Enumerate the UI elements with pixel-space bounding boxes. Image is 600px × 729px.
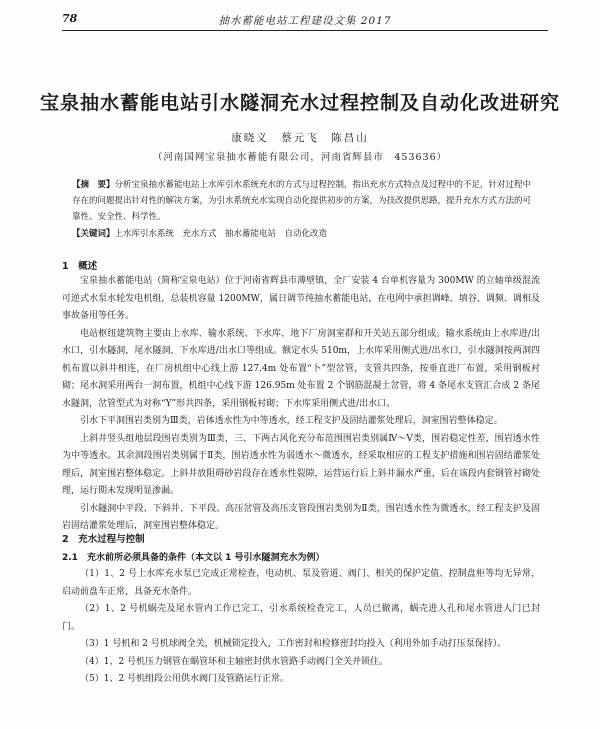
running-header [62, 12, 548, 31]
paragraph: （1）1、2 号上水库充水泵已完成正常检查，电动机、泵及管道、阀门、相关的保护定值、控制盘柜等均无异常，启动前盘车正常，具备充水条件。 [62, 569, 540, 597]
section-2-body [62, 566, 540, 689]
paragraph: （5）1、2 号机组段公用供水阀门及管路运行正常。 [80, 674, 290, 684]
paragraph: 引水隧洞中平段、下斜井、下平段、高压岔管及高压支管段围岩类别为Ⅱ类，围岩透水性为微透水，经工程支护及固岩固结灌浆处理后，洞室围岩整体稳定。 [62, 503, 540, 531]
section-heading: 1 概述 [62, 261, 98, 272]
paragraph: 上斜井竖头组地层段围岩类别为Ⅲ类，三、下两古风化充分布范围围岩类别属Ⅳ～Ⅴ类，围岩稳定性差，围岩透水性为中等透水。其余洞段围岩类别属于Ⅱ类，围岩透水性为弱透水～微透水，经采取相应的工程支护措施和围岩固结灌浆处理后，洞室围岩整体稳定。上斜井放阻碍砂岩段存在透水性裂隙，运营运行后上斜井漏水严重，后在该段内套钢管衬砌处理，运行期未发现明显渗漏。 [62, 433, 540, 496]
paragraph: （4）1、2 号机压力钢管在蜗管环和主轴密封供水管路手动阀门全关并锁住。 [80, 656, 389, 667]
abstract-label: 【摘 要】 [72, 180, 115, 190]
page-number: 78 [62, 12, 78, 25]
running-head-title: 抽水蓄能电站工程建设文集 2017 [218, 15, 392, 27]
keywords-label: 【关键词】 [72, 229, 115, 239]
paragraph: 宝泉抽水蓄能电站（简称宝泉电站）位于河南省辉县市薄壁镇，全厂安装 4 台单机容量为 300MW 的立轴单级混流可逆式水泵水轮发电机组，总装机容量 1200MW，属日调节纯抽水蓄能电站，在电网中承担调峰、填谷、调频、调相及事故备用等任务。 [62, 276, 540, 321]
subsection-heading: 2.1 充水前所必须具备的条件（本文以 1 号引水隧洞充水为例） [62, 553, 325, 563]
section-1-body [62, 273, 540, 536]
paragraph: （2）1、2 号机蜗壳及尾水管内工作已完工，引水系统检查完工，人员已撤离，蜗壳进人孔和尾水管进人门已封门。 [62, 604, 540, 632]
paper-title: 宝泉抽水蓄能电站引水隧洞充水过程控制及自动化改进研究 [39, 92, 560, 114]
affiliation: （河南国网宝泉抽水蓄能有限公司，河南省辉县市 453636） [152, 152, 448, 163]
paragraph: （3）1 号机和 2 号机球阀全关，机械锁定投入，工作密封和检修密封均投入（利用外加手动打压泵保持）。 [80, 639, 507, 649]
section-heading: 2 充水过程与控制 [62, 534, 145, 545]
paragraph: 电站枢纽建筑物主要由上水库、输水系统、下水库、地下厂房洞室群和开关站五部分组成。输水系统由上水库进/出水口，引水隧洞，尾水隧洞，下水库进/出水口等组成。额定水头 510m，上水库采用侧式进/出水口，引水隧洞按两洞四机布置以斜井相连，在厂房机组中心线上游 127.4m 处布置“卜”型岔管，支管共四条，按垂直进厂布置，采用钢板衬砌；尾水洞采用两台一洞布置，机组中心线下游 126.95m 处布置 2 个钢筋混凝土岔管，将 4 条尾水支管汇合成 2 条尾水隧洞，岔管型式为对称“Y”形共四条，采用钢板衬砌；下水库采用侧式进/出水口。 [62, 328, 540, 409]
abstract-text: 分析宝泉抽水蓄能电站上水库引水系统充水的方式与过程控制，指出充水方式特点及过程中的不足，针对过程中存在的问题提出针对性的解决方案，为引水系统充水实现自动化提供初步的方案，为技改提供思路，提升充水方式方法的可靠性、安全性、科学性。 [72, 180, 532, 222]
paragraph: 引水下平洞围岩类别为Ⅲ类，岩体透水性为中等透水，经工程支护及固结灌浆处理后，洞室围岩整体稳定。 [80, 416, 503, 426]
author-list: 康晓义 蔡元飞 陈昌山 [231, 132, 369, 144]
keywords-text: 上水库引水系统 充水方式 抽水蓄能电站 自动化改造 [114, 229, 328, 239]
keywords [72, 226, 532, 242]
abstract [72, 177, 532, 225]
